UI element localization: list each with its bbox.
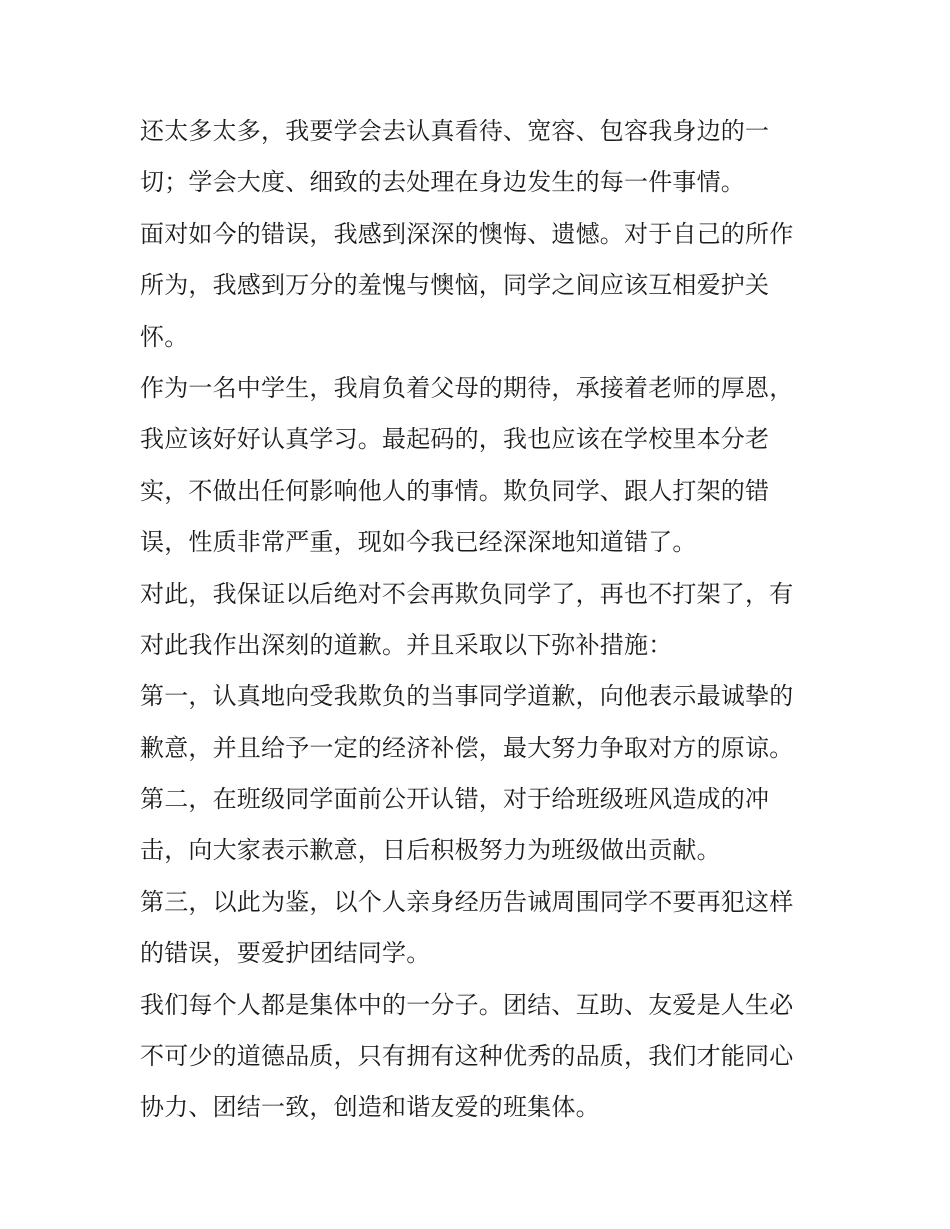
text-line: 第一，认真地向受我欺负的当事同学道歉，向他表示最诚挚的: [140, 682, 794, 711]
text-line: 我应该好好认真学习。最起码的，我也应该在学校里本分老: [140, 425, 770, 454]
text-line: 作为一名中学生，我肩负着父母的期待，承接着老师的厚恩，: [140, 373, 794, 402]
text-line: 怀。: [140, 322, 189, 351]
text-line: 不可少的道德品质，只有拥有这种优秀的品质，我们才能同心: [140, 1042, 794, 1071]
text-line: 我们每个人都是集体中的一分子。团结、互助、友爱是人生必: [140, 990, 794, 1019]
text-line: 面对如今的错误，我感到深深的懊悔、遗憾。对于自己的所作: [140, 219, 794, 248]
document-body: [140, 106, 820, 1134]
text-line: 所为，我感到万分的羞愧与懊恼，同学之间应该互相爱护关: [140, 271, 770, 300]
text-line: 还太多太多，我要学会去认真看待、宽容、包容我身边的一: [140, 117, 770, 145]
text-line: 对此我作出深刻的道歉。并且采取以下弥补措施：: [140, 630, 673, 659]
text-line: 歉意，并且给予一定的经济补偿，最大努力争取对方的原谅。: [140, 733, 794, 762]
text-line: 协力、团结一致，创造和谐友爱的班集体。: [140, 1093, 600, 1122]
text-line: 第二，在班级同学面前公开认错，对于给班级班风造成的冲: [140, 785, 770, 814]
text-line: 误，性质非常严重，现如今我已经深深地知道错了。: [140, 528, 697, 557]
text-line: 实，不做出任何影响他人的事情。欺负同学、跟人打架的错: [140, 476, 770, 505]
text-line: 击，向大家表示歉意，日后积极努力为班级做出贡献。: [140, 836, 721, 865]
text-line: 第三，以此为鉴，以个人亲身经历告诫周围同学不要再犯这样: [140, 887, 794, 916]
text-line: 对此，我保证以后绝对不会再欺负同学了，再也不打架了，有: [140, 579, 794, 608]
text-line: 的错误，要爱护团结同学。: [140, 939, 431, 968]
text-line: 切；学会大度、细致的去处理在身边发生的每一件事情。: [140, 168, 745, 197]
